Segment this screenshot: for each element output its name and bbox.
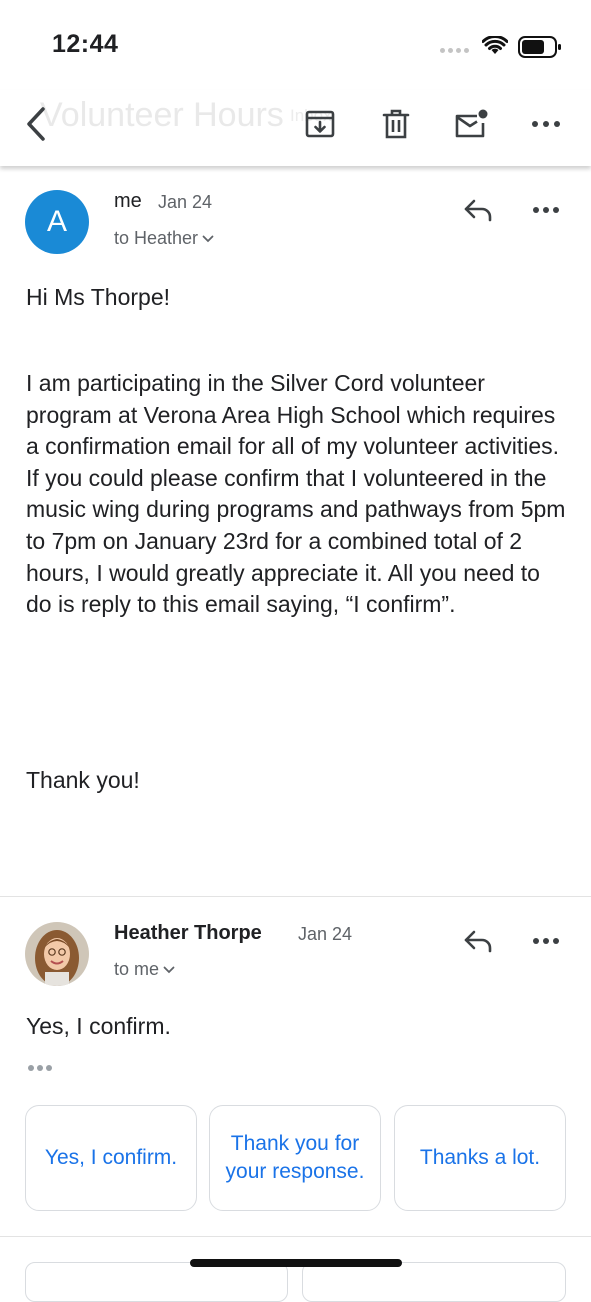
delete-button[interactable] xyxy=(378,106,414,142)
message-body: Yes, I confirm. xyxy=(26,1013,171,1039)
more-icon xyxy=(532,937,560,945)
recipient-label: to Heather xyxy=(114,228,199,248)
top-toolbar xyxy=(0,90,591,166)
smart-reply-chip[interactable]: Thank you for your response. xyxy=(209,1105,381,1211)
show-trimmed-content-icon[interactable] xyxy=(27,1063,55,1073)
action-divider xyxy=(0,1236,591,1237)
cellular-signal-icon xyxy=(440,48,469,53)
smart-reply-chip[interactable]: Thanks a lot. xyxy=(394,1105,566,1211)
wifi-icon xyxy=(482,36,508,56)
home-indicator[interactable] xyxy=(190,1259,402,1267)
message-closing: Thank you! xyxy=(26,767,140,793)
status-bar xyxy=(0,0,591,90)
reply-button[interactable] xyxy=(458,921,498,961)
mark-unread-button[interactable] xyxy=(453,106,489,142)
more-icon xyxy=(531,120,561,128)
message-more-button[interactable] xyxy=(526,190,566,230)
archive-icon xyxy=(304,108,336,140)
sender-avatar[interactable]: A xyxy=(25,190,89,254)
thread-title: Volunteer Hours xyxy=(40,96,284,134)
forward-action-button[interactable] xyxy=(302,1262,566,1302)
reply-action-button[interactable] xyxy=(25,1262,288,1302)
recipient-label: to me xyxy=(114,959,160,979)
message-divider xyxy=(0,896,591,897)
sender-name: me xyxy=(114,190,142,212)
more-icon xyxy=(532,206,560,214)
back-button[interactable] xyxy=(18,106,54,142)
reply-icon xyxy=(463,198,493,222)
message-date: Jan 24 xyxy=(158,192,213,212)
sender-name: Heather Thorpe xyxy=(114,922,262,944)
label-badge: Inbox xyxy=(290,106,332,125)
recipient-toggle[interactable] xyxy=(114,959,175,980)
battery-icon xyxy=(518,36,562,58)
chevron-down-icon xyxy=(202,235,214,243)
sender-avatar-photo[interactable] xyxy=(25,922,89,986)
message-more-button[interactable] xyxy=(526,921,566,961)
status-time: 12:44 xyxy=(52,30,119,58)
message-body: I am participating in the Silver Cord volunteer program at Verona Area High School which requires a confirmation email for all of my volunteer activities. If you could please confirm that I volunteered in the music wing during programs and pathways from 5pm to 7pm on January 23rd for a combined total of 2 hours, I would greatly appreciate it. All you need to do is reply to this email saying, “I confirm”. xyxy=(26,370,566,618)
back-icon xyxy=(25,106,47,142)
trash-icon xyxy=(381,108,411,140)
message-greeting: Hi Ms Thorpe! xyxy=(26,284,171,310)
reply-button[interactable] xyxy=(458,190,498,230)
reply-icon xyxy=(463,929,493,953)
recipient-toggle[interactable] xyxy=(114,228,214,249)
mark-unread-icon xyxy=(453,108,489,140)
smart-reply-chip[interactable]: Yes, I confirm. xyxy=(25,1105,197,1211)
chevron-down-icon xyxy=(163,966,175,974)
message-date: Jan 24 xyxy=(298,924,353,944)
archive-button[interactable] xyxy=(302,106,338,142)
more-options-button[interactable] xyxy=(528,106,564,142)
